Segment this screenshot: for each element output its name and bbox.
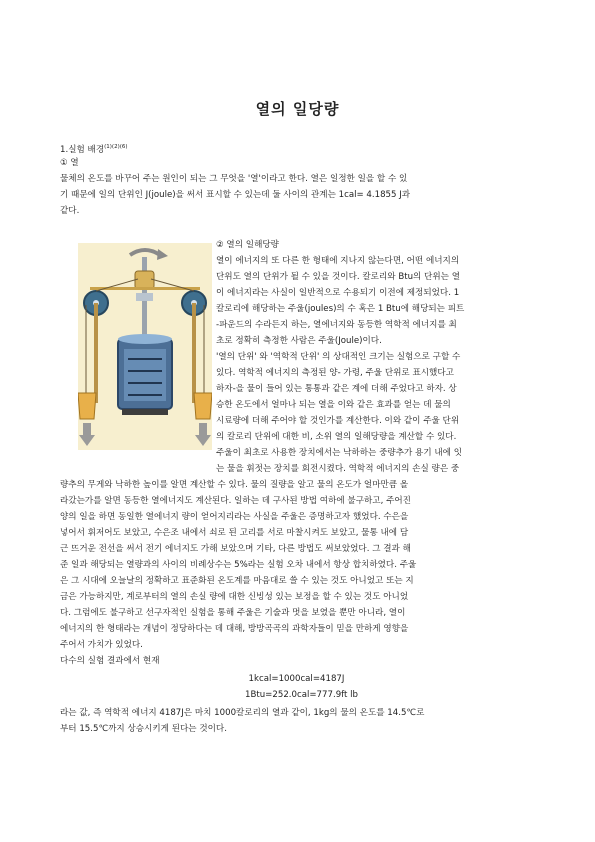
side-line: 시료량에 더해 주어야 할 것인가를 계산한다. 이와 같이 주울 단위 — [216, 416, 460, 426]
subsection-1-heading: ① 열 — [60, 158, 79, 168]
paragraph-line: 라갔는가를 알면 동등한 열에너지도 계산된다. 일하는 데 구사된 방법 여하에 불구하고, 주어진 — [60, 496, 411, 506]
side-line: 의 칼로리 단위에 대한 비, 소위 열의 일해당량을 계산할 수 있다. — [216, 432, 457, 442]
down-arrow-icon — [195, 423, 211, 446]
paragraph-line: 에너지의 한 형태라는 개념이 정당하다는 데 대해, 방방곡곡의 과학자들이 믿을 만하게 영향을 — [60, 624, 409, 634]
page-title: 열의 일당량 — [255, 100, 340, 118]
rotation-arrow-icon — [130, 250, 160, 255]
side-line: 칼로리에 해당하는 주울(joules)의 수 혹은 1 Btu에 해당되는 피트 — [216, 304, 465, 314]
paragraph-line: 부터 15.5℃까지 상승시키게 된다는 것이다. — [60, 724, 227, 734]
down-arrow-icon — [79, 423, 95, 446]
side-line: '열의 단위' 와 '역학적 단위' 의 상대적인 크기는 실험으로 구할 수 — [216, 352, 461, 362]
paragraph-line: 기 때문에 일의 단위인 J(joule)을 써서 표시할 수 있는데 둘 사이의 관계는 1cal= 4.1855 J과 — [60, 190, 411, 200]
paragraph-line: 같다. — [60, 206, 80, 216]
section-heading-refs: (1)(2)(6) — [104, 144, 128, 150]
side-line: 있다. 역학적 에너지의 측정된 양- 가령, 주울 단위로 표시했다고 — [216, 368, 454, 378]
joule-apparatus-figure — [78, 243, 212, 450]
side-line: 초로 정확히 측정한 사람은 주울(Joule)이다. — [216, 336, 382, 346]
side-line: 승한 온도에서 얼마나 되는 열을 이와 같은 효과를 얻는 데 물의 — [216, 400, 451, 410]
paragraph-line: 다. 그럼에도 불구하고 선구자적인 실험을 통해 주울은 기술과 멋을 보였을 뿐만 아니라, 열이 — [60, 608, 406, 618]
paragraph-line: 금은 가능하지만, 계로부터의 열의 손실 량에 대한 신빙성 있는 보정을 할 수 있는 것도 아니었 — [60, 592, 409, 602]
paragraph-line: 다수의 실험 결과에서 현재 — [60, 656, 160, 666]
paragraph-line: 물체의 온도를 바꾸어 주는 원인이 되는 그 무엇을 '열'이라고 한다. 열은 일정한 일을 할 수 있 — [60, 174, 408, 184]
side-line: -파운드의 수라든지 하는, 열에너지와 동등한 역학적 에너지를 최 — [216, 320, 457, 330]
side-line: 주울이 최초로 사용한 장치에서는 낙하하는 중량추가 용기 내에 잇 — [216, 448, 462, 458]
equation-kcal: 1kcal=1000cal=4187J — [248, 674, 345, 684]
paragraph-line: 주어서 가치가 있었다. — [60, 640, 143, 650]
side-line: 열이 에너지의 또 다른 한 형태에 지나지 않는다면, 어떤 에너지의 — [216, 256, 460, 266]
side-line: 이 에너지라는 사실이 일반적으로 수용되기 이전에 제정되었다. 1 — [216, 288, 460, 298]
paragraph-line: 은 그 시대에 오늘날의 정확하고 표준화된 온도계를 마음대로 쓸 수 있는 것도 아니었고 또는 지 — [60, 576, 414, 586]
equation-btu: 1Btu=252.0cal=777.9ft lb — [245, 690, 358, 700]
paragraph-line: 근 뜨거운 전선을 써서 전기 에너지도 가해 보았으며 기타, 다른 방법도 써보았었다. 그 결과 해 — [60, 544, 411, 554]
section-heading-text: 1.실험 배경 — [60, 144, 105, 155]
subsection-2-heading: ② 열의 일해당량 — [216, 240, 279, 250]
paragraph-line: 량추의 무게와 낙하한 높이를 알면 계산할 수 있다. 물의 질량을 알고 물의 온도가 얼마만큼 올 — [60, 480, 409, 490]
paragraph-line: 라는 값, 즉 역학적 에너지 4187J은 마치 1000칼로리의 열과 같이, 1kg의 물의 온도를 14.5℃로 — [60, 708, 425, 718]
paragraph-line: 양의 일을 하면 동일한 열에너지 량이 얻어지리라는 사실을 주울은 증명하고자 했었다. 수은을 — [60, 512, 409, 522]
paragraph-line: 넣어서 휘저어도 보았고, 수은조 내에서 쇠로 된 고리를 서로 마찰시켜도 보았고, 물통 내에 담 — [60, 528, 409, 538]
weight-left — [78, 393, 96, 419]
side-line: 하자-을 물이 들어 있는 통통과 같은 계에 더해 주었다고 하자. 상 — [216, 384, 457, 394]
weight-right — [194, 393, 212, 419]
side-line: 는 물을 휘젓는 장치를 회전시켰다. 역학적 에너지의 손실 량은 중 — [216, 464, 460, 474]
side-line: 단위도 열의 단위가 될 수 있을 것이다. 칼로리와 Btu의 단위는 열 — [216, 272, 460, 282]
spool — [135, 271, 154, 289]
paragraph-line: 준 일과 해당되는 열량과의 사이의 비례상수는 5%라는 실험 오차 내에서 항상 합치하였다. 주울 — [60, 560, 417, 570]
joule-apparatus-illustration — [78, 243, 212, 450]
